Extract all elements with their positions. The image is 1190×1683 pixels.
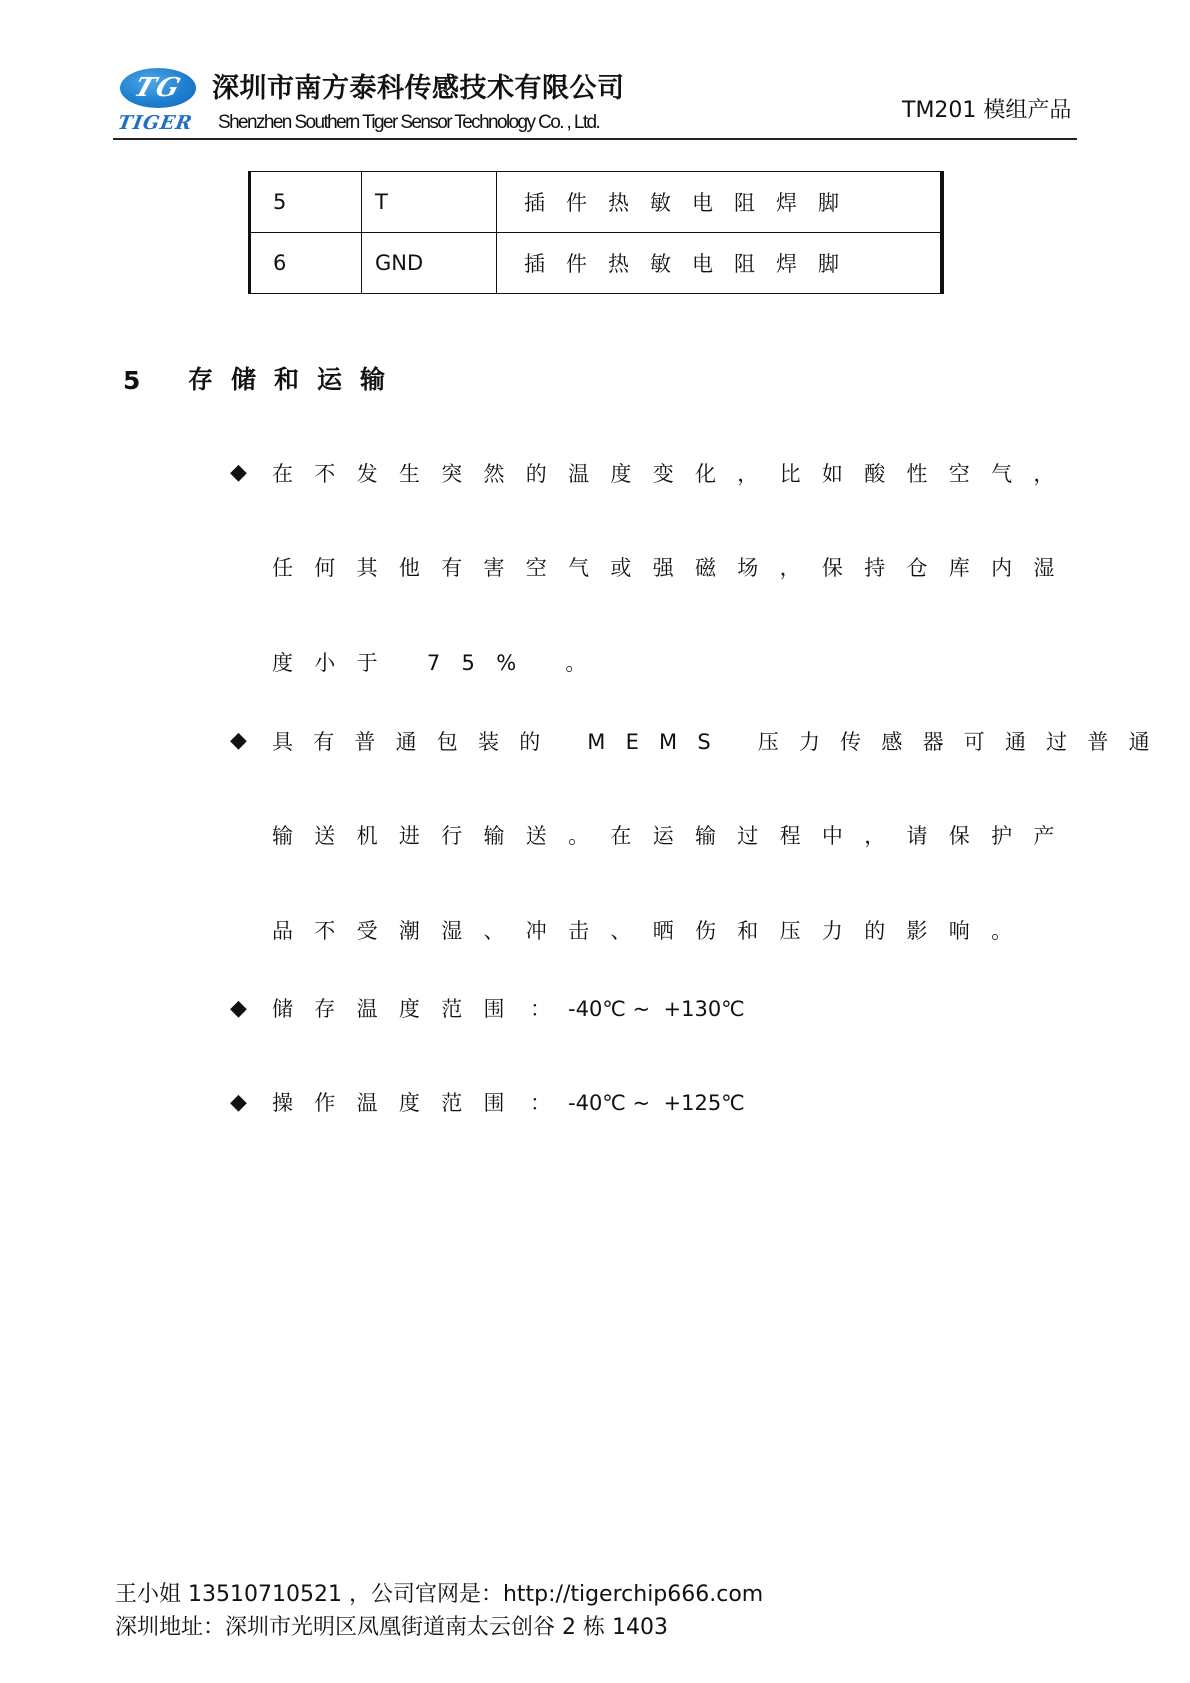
operating-temp-value: -40℃ ~ +125℃ [568,1091,745,1115]
paragraph-line: 品不受潮湿、冲击、晒伤和压力的影响。 [272,919,1034,943]
company-name-en: Shenzhen Southern Tiger Sensor Technology Co. , Ltd. [218,112,600,133]
product-title: TM201 模组产品 [902,98,1072,123]
diamond-bullet-icon: ◆ [230,728,247,753]
pin-number: 6 [250,233,362,294]
diamond-bullet-icon: ◆ [230,460,247,485]
company-name-cn: 深圳市南方泰科传感技术有限公司 [212,73,625,104]
pin-number: 5 [250,172,362,233]
storage-temp-value: -40℃ ~ +130℃ [568,997,745,1021]
logo-wordmark: TIGER [116,112,195,134]
diamond-bullet-icon: ◆ [230,996,247,1021]
logo-tg-text: TG [130,73,186,103]
header-divider [113,138,1077,140]
footer-contact: 王小姐 13510710521 ，公司官网是：http://tigerchip666.com [115,1582,764,1607]
paragraph-line: 输送机进行输送。在运输过程中，请保护产 [272,824,1076,848]
operating-temp-label: 操作温度范围 [272,1091,526,1115]
pin-table [248,171,944,294]
pin-description: 插件热敏电阻焊脚 [497,172,942,233]
pin-name: T [362,172,497,233]
table-row [250,172,942,233]
section-number: 5 [123,366,141,395]
operating-temp-colon: ： [530,1091,573,1115]
pin-description: 插件热敏电阻焊脚 [497,233,942,294]
paragraph-line: 度小于 75% 。 [272,651,608,675]
diamond-bullet-icon: ◆ [230,1090,247,1115]
storage-temp-colon: ： [530,997,573,1021]
paragraph-line: 在不发生突然的温度变化，比如酸性空气， [272,462,1076,486]
company-logo-mark [120,68,196,108]
paragraph-line: 任何其他有害空气或强磁场，保持仓库内湿 [272,556,1076,580]
table-row [250,233,942,294]
footer-address: 深圳地址：深圳市光明区凤凰街道南太云创谷 2 栋 1403 [115,1615,668,1640]
pin-name: GND [362,233,497,294]
paragraph-line: 具有普通包装的 MEMS 压力传感器可通过普通 [272,730,1170,754]
storage-temp-label: 储存温度范围 [272,997,526,1021]
section-title: 存储和运输 [188,365,404,394]
